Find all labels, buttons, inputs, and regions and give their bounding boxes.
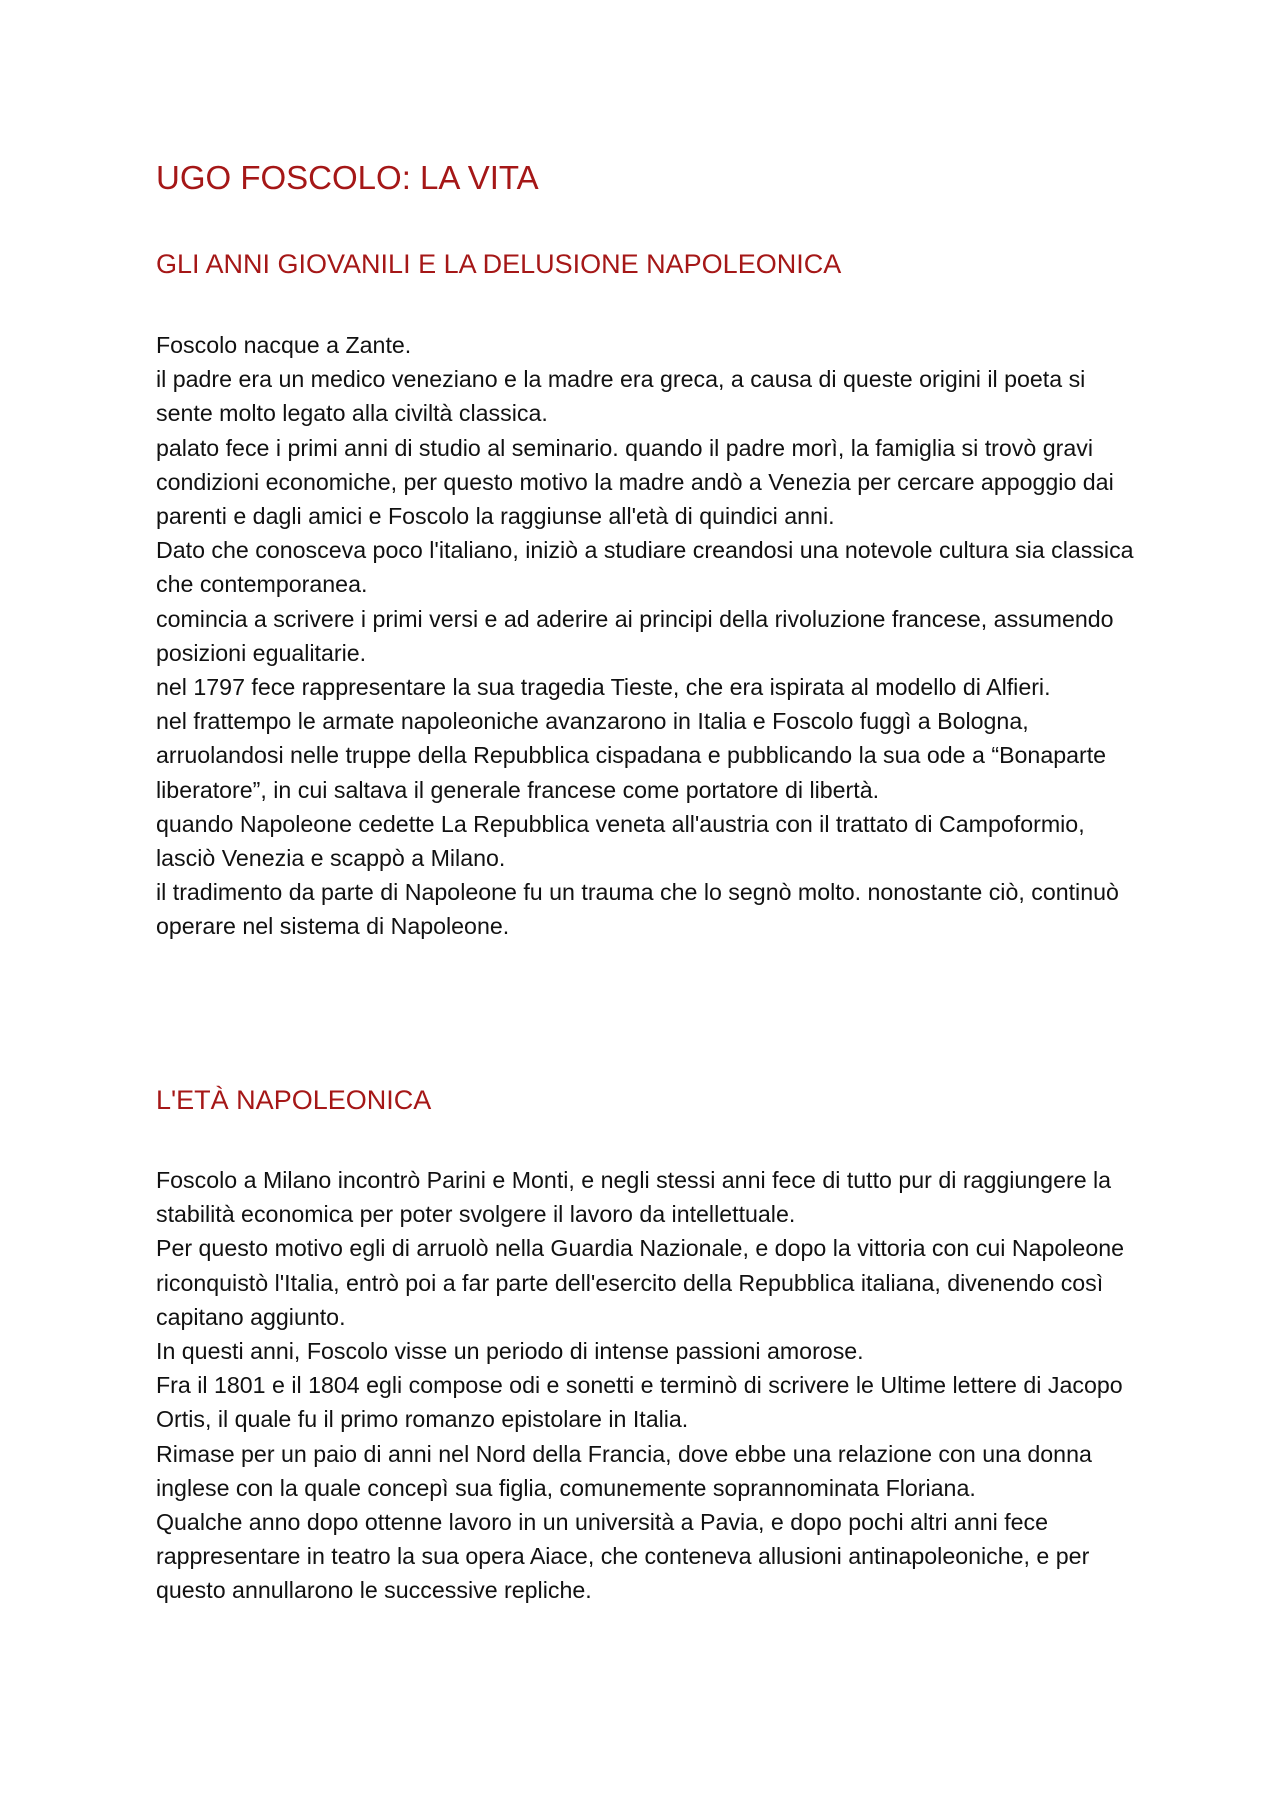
paragraph: nel frattempo le armate napoleoniche avanzarono in Italia e Foscolo fuggì a Bologna, arruolandosi nelle truppe della Repubblica cispadana e pubblicando la sua ode a “Bonaparte liberatore”, in cui saltava il generale francese come portatore di libertà. xyxy=(156,708,1107,803)
paragraph: Rimase per un paio di anni nel Nord della Francia, dove ebbe una relazione con una donna inglese con la quale concepì sua figlia, comunemente soprannominata Floriana. xyxy=(156,1440,1092,1501)
page-title: UGO FOSCOLO: LA VITA xyxy=(156,159,539,196)
paragraph: Foscolo nacque a Zante. xyxy=(156,332,412,358)
paragraph: nel 1797 fece rappresentare la sua tragedia Tieste, che era ispirata al modello di Alfieri. xyxy=(156,674,1051,701)
section-body-anni-giovanili xyxy=(156,328,1136,944)
paragraph: palato fece i primi anni di studio al seminario. quando il padre morì, la famiglia si trovò gravi condizioni economiche, per questo motivo la madre andò a Venezia per cercare appoggio dai parenti e dagli amici e Foscolo la raggiunse all'età di quindici anni. xyxy=(156,434,1114,530)
section-heading-anni-giovanili: GLI ANNI GIOVANILI E LA DELUSIONE NAPOLEONICA xyxy=(156,249,842,279)
section-body-eta-napoleonica xyxy=(156,1163,1136,1608)
paragraph: Fra il 1801 e il 1804 egli compose odi e sonetti e terminò di scrivere le Ultime lettere di Jacopo Ortis, il quale fu il primo romanzo epistolare in Italia. xyxy=(156,1372,1123,1433)
paragraph: In questi anni, Foscolo visse un periodo di intense passioni amorose. xyxy=(156,1338,864,1365)
paragraph: Dato che conosceva poco l'italiano, iniziò a studiare creandosi una notevole cultura sia classica che contemporanea. xyxy=(156,537,1134,598)
paragraph: comincia a scrivere i primi versi e ad aderire ai principi della rivoluzione francese, assumendo posizioni egualitarie. xyxy=(156,605,1114,666)
paragraph: Qualche anno dopo ottenne lavoro in un università a Pavia, e dopo pochi altri anni fece rappresentare in teatro la sua opera Aiace, che conteneva allusioni antinapoleoniche, e per questo annullarono le successive repliche. xyxy=(156,1509,1090,1604)
paragraph: quando Napoleone cedette La Repubblica veneta all'austria con il trattato di Campoformio, lasciò Venezia e scappò a Milano. xyxy=(156,810,1085,872)
section-heading-eta-napoleonica: L'ETÀ NAPOLEONICA xyxy=(156,1085,432,1115)
paragraph: Foscolo a Milano incontrò Parini e Monti, e negli stessi anni fece di tutto pur di raggiungere la stabilità economica per poter svolgere il lavoro da intellettuale. xyxy=(156,1167,1112,1228)
paragraph: il tradimento da parte di Napoleone fu un trauma che lo segnò molto. nonostante ciò, continuò operare nel sistema di Napoleone. xyxy=(156,879,1119,940)
paragraph: il padre era un medico veneziano e la madre era greca, a causa di queste origini il poeta si sente molto legato alla civiltà classica. xyxy=(156,366,1086,427)
paragraph: Per questo motivo egli di arruolò nella Guardia Nazionale, e dopo la vittoria con cui Napoleone riconquistò l'Italia, entrò poi a far parte dell'esercito della Repubblica italiana, divenendo così capitano aggiunto. xyxy=(156,1235,1125,1330)
